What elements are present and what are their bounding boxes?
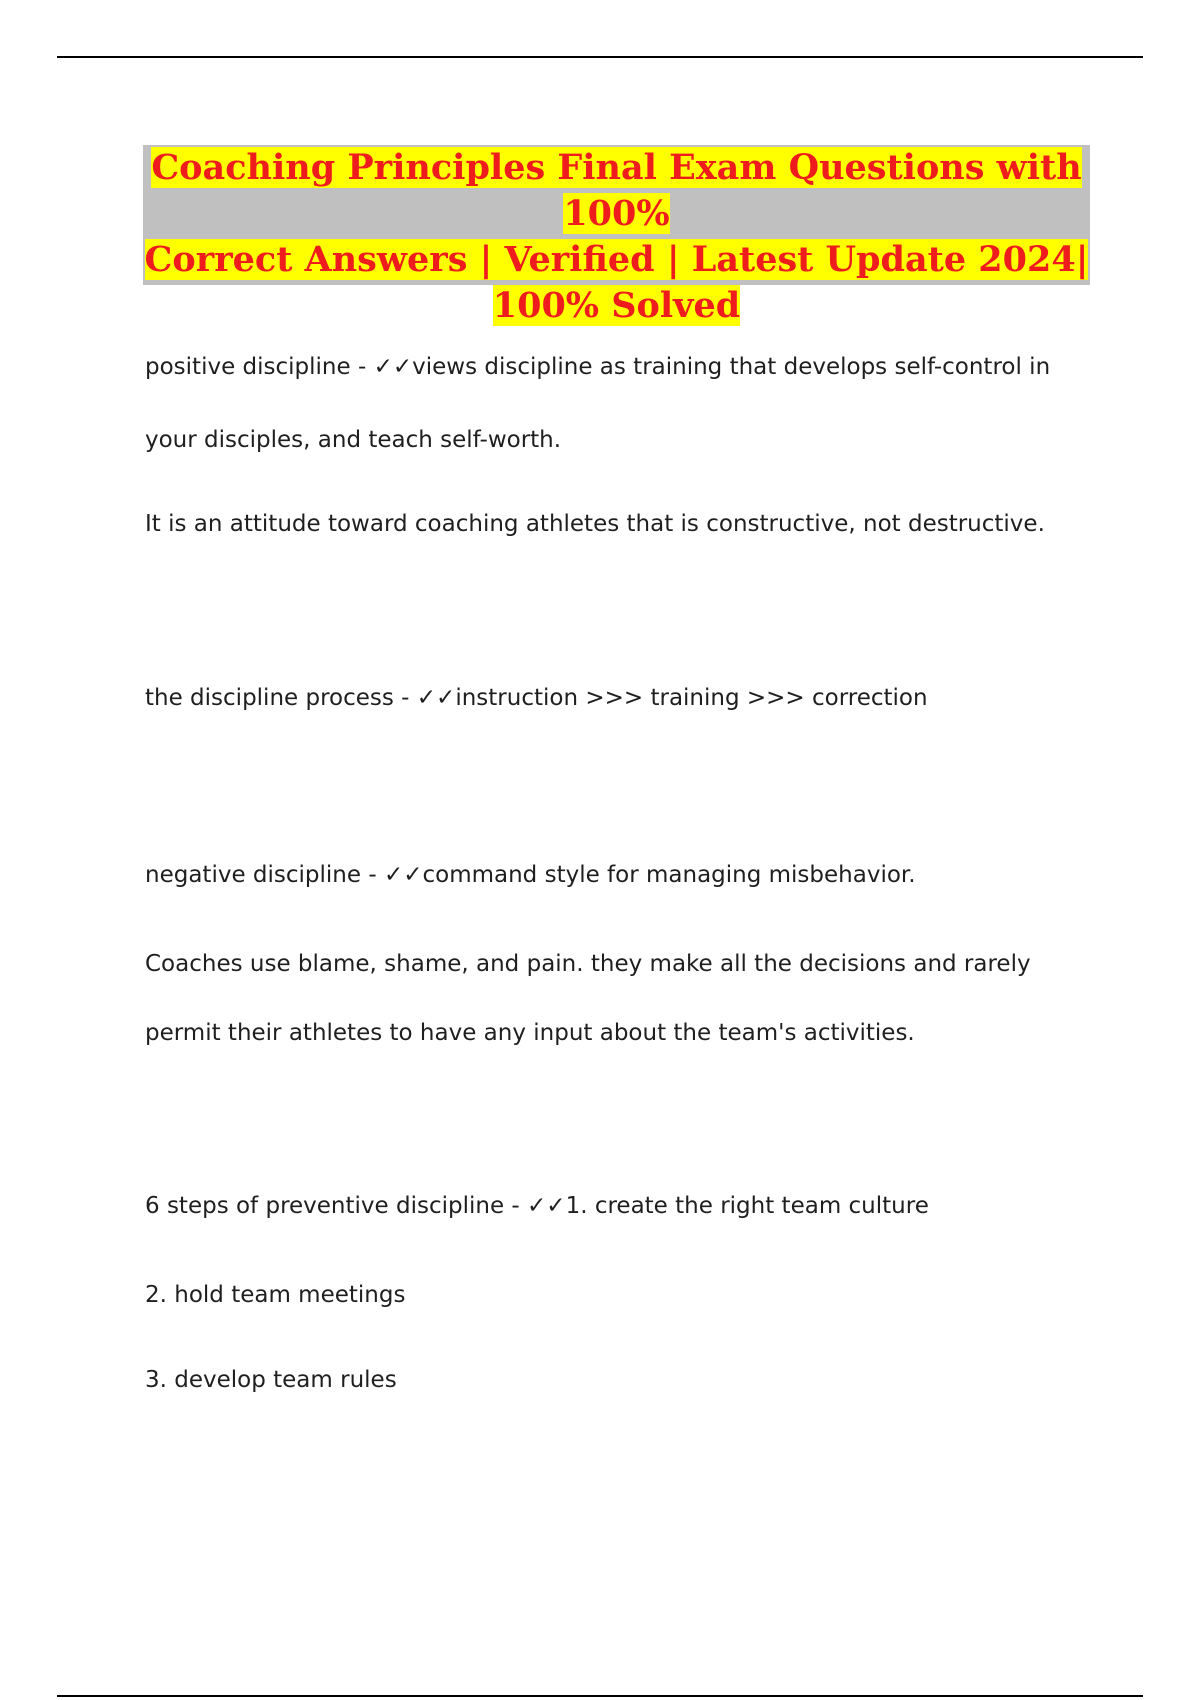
- discipline-process-line: the discipline process - ✓✓instruction >>> training >>> correction: [145, 685, 928, 711]
- title-line-1: Coaching Principles Final Exam Questions with 100%: [151, 147, 1082, 234]
- preventive-discipline-line-2: 2. hold team meetings: [145, 1282, 406, 1308]
- preventive-discipline-line-1: 6 steps of preventive discipline - ✓✓1. create the right team culture: [145, 1193, 929, 1219]
- document-title: [143, 145, 1090, 326]
- positive-discipline-line-1: positive discipline - ✓✓views discipline as training that develops self-control in: [145, 354, 1051, 380]
- negative-discipline-line-2: Coaches use blame, shame, and pain. they make all the decisions and rarely: [145, 951, 1031, 977]
- preventive-discipline-line-3: 3. develop team rules: [145, 1367, 397, 1393]
- bottom-rule: [57, 1695, 1143, 1697]
- title-line-2: Correct Answers | Verified | Latest Update 2024|: [144, 239, 1089, 280]
- negative-discipline-line-1: negative discipline - ✓✓command style for managing misbehavior.: [145, 862, 916, 888]
- positive-discipline-line-2: your disciples, and teach self-worth.: [145, 427, 562, 453]
- negative-discipline-line-3: permit their athletes to have any input about the team's activities.: [145, 1020, 915, 1046]
- title-line-3: 100% Solved: [492, 285, 741, 326]
- top-rule: [57, 56, 1143, 58]
- positive-discipline-line-3: It is an attitude toward coaching athletes that is constructive, not destructive.: [145, 511, 1045, 537]
